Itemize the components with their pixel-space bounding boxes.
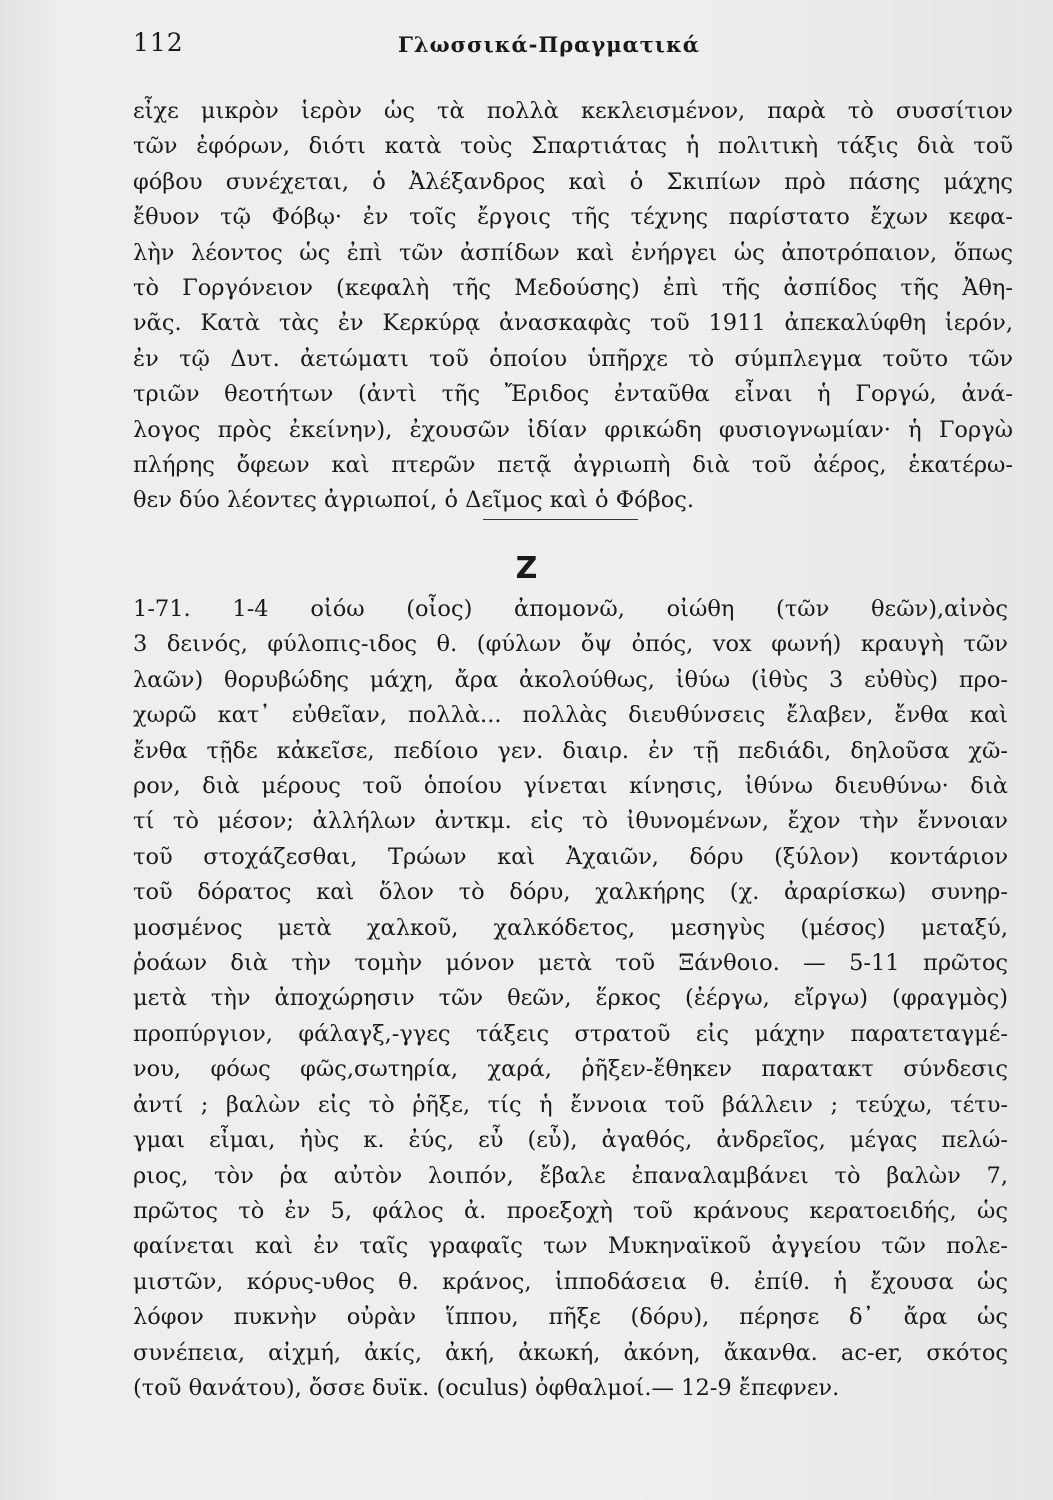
commentary-line: νου, φόως φῶς,σωτηρία, χαρά, ῥῆξεν-ἔθηκεν παρατακτ σύνδεσις: [133, 1056, 1008, 1083]
text-line: φόβου συνέχεται, ὁ Ἀλέξανδρος καὶ ὁ Σκιπίων πρὸ πάσης μάχης: [133, 168, 1013, 195]
commentary-line: ρον, διὰ μέρους τοῦ ὁποίου γίνεται κίνησις, ἰθύνω διευθύνω· διὰ: [133, 773, 1008, 800]
commentary-line: ριος, τὸν ῥα αὐτὸν λοιπόν, ἔβαλε ἐπαναλαμβάνει τὸ βαλὼν 7,: [133, 1162, 1008, 1189]
text-line: πλήρης ὄφεων καὶ πτερῶν πετᾷ ἀγριωπὴ διὰ τοῦ ἀέρος, ἑκατέρω-: [133, 452, 1013, 479]
commentary-line: προπύργιον, φάλαγξ,-γγες τάξεις στρατοῦ εἰς μάχην παρατεταγμέ-: [133, 1020, 1008, 1047]
commentary-line: μετὰ τὴν ἀποχώρησιν τῶν θεῶν, ἕρκος (ἐέργω, εἴργω) (φραγμὸς): [133, 985, 1008, 1012]
text-line: ἐν τῷ Δυτ. ἀετώματι τοῦ ὁποίου ὑπῆρχε τὸ σύμπλεγμα τοῦτο τῶν: [133, 345, 1013, 372]
commentary-line: λόφον πυκνὴν οὐρὰν ἵππου, πῆξε (δόρυ), πέρησε δ᾽ ἄρα ὡς: [133, 1304, 1008, 1331]
text-line: λὴν λέοντος ὡς ἐπὶ τῶν ἀσπίδων καὶ ἐνήργει ὡς ἀποτρόπαιον, ὅπως: [133, 239, 1013, 266]
commentary-line: μοσμένος μετὰ χαλκοῦ, χαλκόδετος, μεσηγὺς (μέσος) μεταξύ,: [133, 914, 1008, 941]
text-line: λογος πρὸς ἐκείνην), ἐχουσῶν ἰδίαν φρικώδη φυσιογνωμίαν· ἡ Γοργὼ: [133, 416, 1013, 443]
commentary-line: 1-71. 1-4 οἰόω (οἶος) ἀπομονῶ, οἰώθη (τῶν θεῶν),αἰνὸς: [133, 596, 1008, 622]
commentary-line: γμαι εἶμαι, ἠὺς κ. ἐύς, εὖ (εὖ), ἀγαθός, ἀνδρεῖος, μέγας πελώ-: [133, 1127, 1008, 1154]
commentary-line: 3 δεινός, φύλοπις-ιδος θ. (φύλων ὄψ ὀπός, vox φωνή) κραυγὴ τῶν: [133, 631, 1008, 658]
text-line: θεν δύο λέοντες ἀγριωποί, ὁ Δεῖμος καὶ ὁ Φόβος.: [133, 487, 695, 514]
section-letter: Ζ: [515, 551, 538, 586]
text-line: τῶν ἐφόρων, διότι κατὰ τοὺς Σπαρτιάτας ἡ πολιτικὴ τάξις διὰ τοῦ: [133, 133, 1013, 160]
commentary-line: τοῦ δόρατος καὶ ὅλον τὸ δόρυ, χαλκήρης (χ. ἀραρίσκω) συνηρ-: [133, 879, 1008, 906]
commentary-line: τί τὸ μέσον; ἀλλήλων ἀντκμ. εἰς τὸ ἰθυνομένων, ἔχον τὴν ἔννοιαν: [133, 808, 1008, 835]
commentary-line: χωρῶ κατ᾽ εὐθεῖαν, πολλὰ... πολλὰς διευθύνσεις ἔλαβεν, ἔνθα καὶ: [133, 702, 1008, 729]
intro-paragraph: [133, 94, 1013, 519]
page-header: [133, 28, 993, 62]
commentary-line: (τοῦ θανάτου), ὄσσε δυϊκ. (oculus) ὀφθαλμοί.— 12-9 ἔπεφνεν.: [133, 1374, 840, 1401]
page-number: 112: [133, 28, 184, 57]
text-line: νᾶς. Κατὰ τὰς ἐν Κερκύρᾳ ἀνασκαφὰς τοῦ 1911 ἀπεκαλύφθη ἱερόν,: [133, 310, 1013, 337]
commentary-line: ἀντί ; βαλὼν εἰς τὸ ῥῆξε, τίς ἡ ἔννοια τοῦ βάλλειν ; τεύχω, τέτυ-: [133, 1091, 1008, 1118]
text-line: ἔθυον τῷ Φόβῳ· ἐν τοῖς ἔργοις τῆς τέχνης παρίστατο ἔχων κεφα-: [133, 204, 1013, 231]
commentary-line: μιστῶν, κόρυς-υθος θ. κράνος, ἱπποδάσεια θ. ἐπίθ. ἡ ἔχουσα ὡς: [133, 1268, 1008, 1295]
commentary-line: ῥοάων διὰ τὴν τομὴν μόνον μετὰ τοῦ Ξάνθοιο. — 5-11 πρῶτος: [133, 950, 1008, 977]
section-divider: [483, 519, 638, 520]
commentary-line: ἔνθα τῇδε κἀκεῖσε, πεδίοιο γεν. διαιρ. ἐν τῇ πεδιάδι, δηλοῦσα χῶ-: [133, 737, 1008, 764]
commentary-line: πρῶτος τὸ ἐν 5, φάλος ἀ. προεξοχὴ τοῦ κράνους κερατοειδής, ὡς: [133, 1197, 1008, 1224]
text-line: τριῶν θεοτήτων (ἀντὶ τῆς Ἔριδος ἐνταῦθα εἶναι ἡ Γοργώ, ἀνά-: [133, 381, 1013, 408]
text-line: τὸ Γοργόνειον (κεφαλὴ τῆς Μεδούσης) ἐπὶ τῆς ἀσπίδος τῆς Ἀθη-: [133, 275, 1013, 302]
commentary-line: λαῶν) θορυβώδης μάχη, ἄρα ἀκολούθως, ἰθύω (ἰθὺς 3 εὐθὺς) προ-: [133, 666, 1008, 693]
commentary-line: τοῦ στοχάζεσθαι, Τρώων καὶ Ἀχαιῶν, δόρυ (ξύλον) κοντάριον: [133, 843, 1008, 870]
text-line: εἶχε μικρὸν ἱερὸν ὡς τὰ πολλὰ κεκλεισμένον, παρὰ τὸ συσσίτιον: [133, 98, 1013, 124]
commentary-line: φαίνεται καὶ ἐν ταῖς γραφαῖς των Μυκηναϊκοῦ ἀγγείου τῶν πολε-: [133, 1233, 1008, 1260]
commentary-line: συνέπεια, αἰχμή, ἀκίς, ἀκή, ἀκωκή, ἀκόνη, ἄκανθα. ac-er, σκότος: [133, 1339, 1008, 1366]
running-title: Γλωσσικά-Πραγματικά: [398, 32, 700, 57]
commentary-paragraph: [133, 592, 1008, 1406]
